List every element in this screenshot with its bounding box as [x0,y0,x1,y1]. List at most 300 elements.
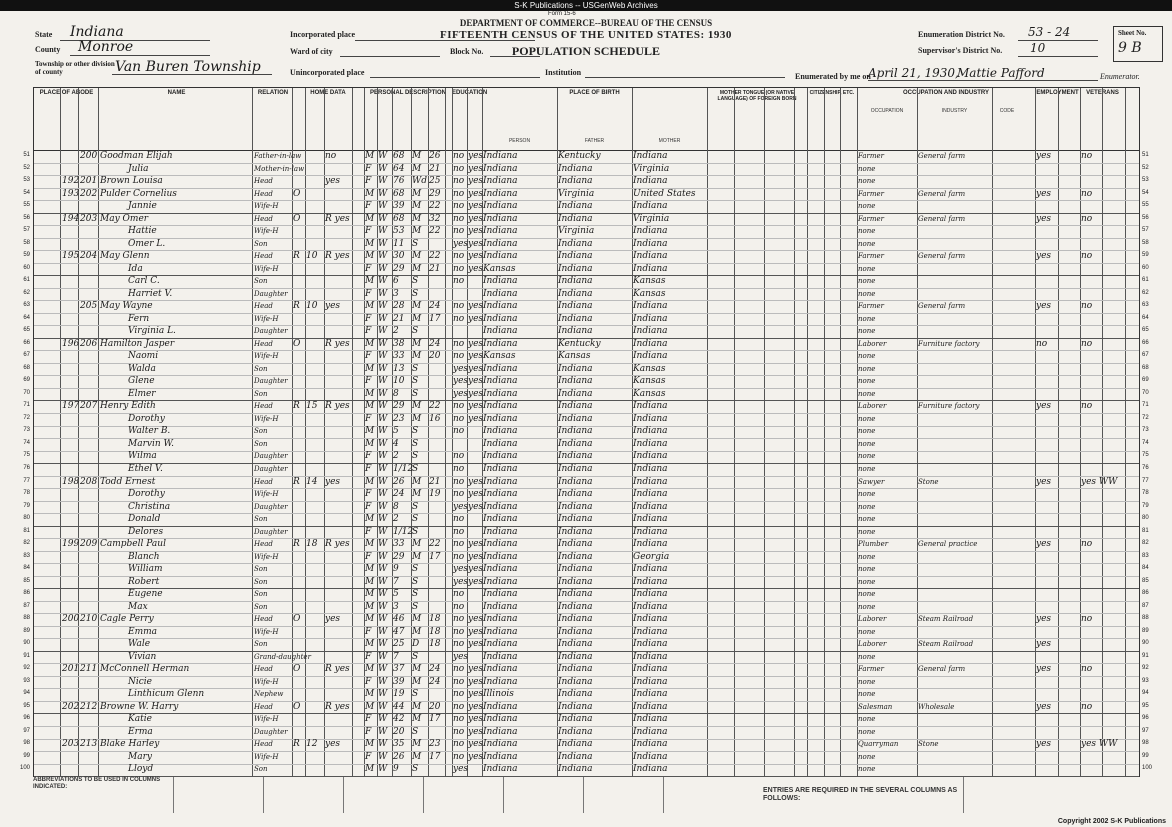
cell-fb: Indiana [558,263,593,274]
cell-rel: Wife-H [254,552,279,561]
line-number: 97 [23,727,30,734]
cell-am: 22 [429,539,441,550]
line-number: 94 [23,690,30,697]
cell-sch: no [453,714,465,725]
cell-rd: yes [468,751,484,762]
cell-ind: General farm [918,665,966,674]
cell-sex: F [365,676,372,687]
cell-mb: Indiana [633,614,668,625]
cell-occ: Salesman [858,702,893,711]
cell-sex: M [365,614,375,625]
cell-age: 1/12 [393,464,414,474]
line-number-right: 61 [1142,277,1149,284]
cell-rd: yes [468,626,484,637]
cell-am: 26 [429,151,441,161]
cell-sex: M [365,476,375,487]
cell-radio: R yes [325,664,350,675]
cell-rd: yes [468,489,484,500]
line-number: 60 [23,264,30,271]
cell-own: R [293,739,300,750]
cell-fb: Virginia [558,226,595,237]
cell-sch: no [453,514,465,525]
cell-age: 68 [393,188,405,199]
cell-sex: M [365,601,375,612]
cell-fb: Indiana [558,201,593,212]
cell-fb: Indiana [558,701,593,712]
cell-fb: Indiana [558,238,593,249]
cell-sex: M [365,689,375,700]
cell-sch: no [453,401,465,412]
cell-fb: Indiana [558,401,593,412]
abbreviations-title: ABBREVIATIONS TO BE USED IN COLUMNS INDICATED: [33,777,161,790]
cell-fb: Indiana [558,689,593,700]
cell-name: Goodman Elijah [100,151,173,161]
cell-ms: S [412,726,419,737]
cell-pb: Indiana [483,501,518,512]
cell-ms: M [412,701,422,712]
cell-fb: Indiana [558,751,593,762]
cell-own: R [293,251,300,262]
cell-mb: Indiana [633,401,668,412]
cell-age: 3 [393,288,399,299]
cell-name: Carl C. [128,276,160,287]
cell-am: 21 [429,476,441,487]
cell-sex: F [365,464,372,474]
line-number-right: 55 [1142,202,1149,209]
cell-mb: Indiana [633,589,668,600]
line-number: 56 [23,214,30,221]
cell-fb: Indiana [558,551,593,562]
cell-race: W [378,376,388,387]
cell-am: 18 [429,639,441,650]
cell-fb: Indiana [558,626,593,637]
cell-fb: Indiana [558,213,593,224]
cell-sch: no [453,539,465,550]
cell-mb: Indiana [633,526,668,537]
cell-radio: R yes [325,251,350,262]
cell-am: 32 [429,213,441,224]
cell-rd: yes [468,188,484,199]
cell-fam: 200 [80,151,98,161]
cell-occ: none [858,502,876,511]
cell-fb: Indiana [558,589,593,600]
cell-ms: M [412,163,422,174]
cell-sex: F [365,714,372,725]
cell-fb: Indiana [558,313,593,324]
cell-sch: no [453,601,465,612]
cell-rel: Wife-H [254,677,279,686]
enumerated-by-label: Enumerated by me on [795,72,871,81]
cell-occ: none [858,465,876,473]
line-number-right: 63 [1142,302,1149,309]
cell-fb: Indiana [558,514,593,525]
cell-mb: Indiana [633,226,668,237]
cell-race: W [378,388,388,399]
cell-occ: none [858,602,876,611]
cell-sch: no [453,739,465,750]
cell-am: 17 [429,751,441,762]
cell-pb: Indiana [483,764,518,775]
cell-radio: yes [325,301,341,312]
line-number: 53 [23,177,30,184]
cell-rel: Head [254,540,273,549]
cell-mb: Indiana [633,251,668,262]
cell-ms: M [412,151,422,161]
cell-occ: none [858,264,876,273]
cell-fb: Indiana [558,363,593,374]
township-label: Township or other division of county [35,60,115,76]
cell-mb: Indiana [633,539,668,550]
cell-sex: M [365,388,375,399]
cell-fb: Indiana [558,726,593,737]
group-employment: EMPLOYMENT [1036,90,1079,96]
cell-ind: General farm [918,152,966,160]
cell-mb: Indiana [633,501,668,512]
cell-wk: yes [1036,639,1052,650]
cell-pb: Indiana [483,151,518,161]
cell-race: W [378,726,388,737]
cell-pb: Indiana [483,163,518,174]
cell-val: 10 [306,251,318,262]
cell-ms: M [412,351,422,362]
cell-own: O [293,701,301,712]
cell-pb: Indiana [483,476,518,487]
cell-ms: M [412,213,422,224]
cell-ms: S [412,276,419,287]
cell-sex: M [365,564,375,575]
cell-ms: M [412,626,422,637]
cell-name: Wale [128,639,151,650]
cell-pb: Indiana [483,639,518,650]
cell-pb: Indiana [483,288,518,299]
cell-fb: Indiana [558,251,593,262]
cell-mb: Indiana [633,464,668,474]
cell-sex: F [365,351,372,362]
cell-name: Max [128,601,148,612]
cell-fb: Indiana [558,676,593,687]
cell-race: W [378,238,388,249]
cell-fb: Indiana [558,176,593,187]
cell-race: W [378,651,388,662]
cell-rel: Son [254,439,268,448]
cell-fb: Indiana [558,464,593,474]
cell-fb: Indiana [558,301,593,312]
cell-occ: none [858,177,876,186]
line-number: 96 [23,715,30,722]
cell-sex: F [365,489,372,500]
cell-age: 20 [393,726,405,737]
cell-sex: F [365,651,372,662]
cell-race: W [378,551,388,562]
line-number-right: 73 [1142,427,1149,434]
cell-dw: 196 [62,338,80,349]
cell-sex: M [365,251,375,262]
cell-rel: Head [254,615,273,624]
line-number: 73 [23,427,30,434]
line-number-right: 57 [1142,227,1149,234]
line-number-right: 71 [1142,402,1149,409]
cell-rel: Wife-H [254,202,279,211]
cell-race: W [378,626,388,637]
line-number-right: 82 [1142,540,1149,547]
line-number-right: 60 [1142,264,1149,271]
cell-sex: F [365,263,372,274]
line-number: 57 [23,227,30,234]
cell-age: 39 [393,676,405,687]
cell-fb: Indiana [558,413,593,424]
cell-pb: Indiana [483,276,518,287]
cell-pb: Indiana [483,576,518,587]
cell-rd: yes [468,363,484,374]
cell-occ: none [858,552,876,561]
cell-age: 26 [393,476,405,487]
cell-race: W [378,689,388,700]
cell-name: Marvin W. [128,438,175,449]
cell-mb: Indiana [633,564,668,575]
cell-name: Blake Harley [100,739,160,750]
cell-rel: Son [254,640,268,649]
cell-rel: Daughter [254,727,288,736]
cell-ms: M [412,539,422,550]
cell-race: W [378,451,388,462]
cell-fb: Indiana [558,376,593,387]
cell-rd: yes [468,213,484,224]
cell-fb: Indiana [558,526,593,537]
cell-ms: M [412,476,422,487]
cell-sch: yes [453,238,469,249]
line-number-right: 51 [1142,152,1149,158]
cell-ind: Stone [918,740,939,749]
cell-pb: Indiana [483,514,518,525]
cell-race: W [378,301,388,312]
cell-fb: Kentucky [558,151,601,161]
line-number: 55 [23,202,30,209]
cell-radio: R yes [325,701,350,712]
cell-dw: 200 [62,614,80,625]
cell-rel: Nephew [254,690,284,699]
incorporated-label: Incorporated place [290,30,356,39]
cell-rel: Wife-H [254,752,279,761]
cell-rel: Daughter [254,289,288,298]
cell-fb: Indiana [558,764,593,775]
cell-age: 9 [393,764,399,775]
subhead-occupation: OCCUPATION [870,108,904,114]
cell-rel: Son [254,364,268,373]
cell-age: 29 [393,401,405,412]
cell-fb: Indiana [558,564,593,575]
cell-pb: Indiana [483,413,518,424]
cell-own: R [293,301,300,312]
cell-vet: no [1081,701,1093,712]
cell-ms: M [412,188,422,199]
cell-ms: M [412,714,422,725]
line-number-right: 83 [1142,552,1149,559]
line-number-right: 52 [1142,164,1149,171]
cell-name: Todd Ernest [100,476,156,487]
cell-name: Walter B. [128,426,171,437]
cell-rel: Head [254,189,273,198]
cell-sch: yes [453,388,469,399]
cell-sch: no [453,251,465,262]
column-headers [34,88,1139,151]
cell-name: William [128,564,163,575]
cell-name: Wilma [128,451,157,462]
cell-fb: Virginia [558,188,595,199]
cell-occ: none [858,227,876,236]
census-title: FIFTEENTH CENSUS OF THE UNITED STATES: 1930 [440,29,732,41]
cell-age: 68 [393,213,405,224]
cell-pb: Indiana [483,226,518,237]
line-number-right: 88 [1142,615,1149,622]
cell-pb: Indiana [483,739,518,750]
cell-rd: yes [468,176,484,187]
cell-mb: Georgia [633,551,670,562]
cell-sch: yes [453,363,469,374]
cell-sch: no [453,526,465,537]
line-number-right: 77 [1142,477,1149,484]
cell-ms: S [412,438,419,449]
cell-age: 2 [393,326,399,337]
cell-race: W [378,514,388,525]
cell-sex: M [365,338,375,349]
cell-sch: yes [453,764,469,775]
cell-mb: Indiana [633,576,668,587]
cell-ms: S [412,576,419,587]
cell-wk: no [1036,338,1048,349]
cell-race: W [378,476,388,487]
cell-race: W [378,276,388,287]
line-number-right: 97 [1142,727,1149,734]
cell-pb: Kansas [483,351,516,362]
cell-pb: Kansas [483,263,516,274]
cell-ind: General farm [918,214,966,223]
cell-vet: no [1081,664,1093,675]
cell-ms: S [412,426,419,437]
cell-name: Browne W. Harry [100,701,179,712]
cell-occ: none [858,164,876,173]
cell-sch: no [453,163,465,174]
cell-occ: none [858,327,876,336]
census-grid [19,87,1153,777]
line-number: 87 [23,602,30,609]
cell-ms: S [412,601,419,612]
cell-occ: none [858,439,876,448]
cell-dw: 193 [62,188,80,199]
cell-fb: Kentucky [558,338,601,349]
cell-age: 76 [393,176,405,187]
cell-age: 5 [393,426,399,437]
cell-age: 47 [393,626,405,637]
line-number-right: 95 [1142,702,1149,709]
cell-mb: Virginia [633,163,670,174]
cell-name: Mary [128,751,152,762]
cell-occ: none [858,352,876,361]
state-value: Indiana [70,24,124,40]
cell-name: Campbell Paul [100,539,166,550]
cell-pb: Illinois [483,689,514,700]
cell-race: W [378,701,388,712]
cell-sex: M [365,576,375,587]
line-number-right: 54 [1142,189,1149,196]
cell-rd: yes [468,726,484,737]
line-number-right: 93 [1142,677,1149,684]
cell-wk: yes [1036,213,1052,224]
cell-mb: Indiana [633,151,668,161]
cell-race: W [378,714,388,725]
cell-own: R [293,539,300,550]
cell-age: 2 [393,514,399,525]
cell-mb: Indiana [633,238,668,249]
cell-name: Eugene [128,589,163,600]
cell-dw: 202 [62,701,80,712]
cell-rd: yes [468,614,484,625]
cell-occ: none [858,239,876,248]
cell-am: 22 [429,226,441,237]
enum-district-value: 53 - 24 [1028,25,1071,39]
cell-dw: 192 [62,176,80,187]
cell-pb: Indiana [483,714,518,725]
cell-own: O [293,338,301,349]
cell-sex: F [365,163,372,174]
cell-age: 38 [393,338,405,349]
cell-name: Erma [128,726,153,737]
cell-am: 21 [429,263,441,274]
cell-radio: R yes [325,213,350,224]
cell-am: 18 [429,614,441,625]
cell-ms: M [412,313,422,324]
cell-rel: Son [254,577,268,586]
cell-rel: Head [254,477,273,486]
cell-name: Walda [128,363,156,374]
cell-mb: Indiana [633,764,668,775]
cell-mb: Indiana [633,338,668,349]
cell-sch: no [453,213,465,224]
cell-pb: Indiana [483,614,518,625]
cell-name: Virginia L. [128,326,176,337]
cell-age: 1/12 [393,526,414,537]
cell-pb: Indiana [483,589,518,600]
cell-rel: Wife-H [254,352,279,361]
cell-fam: 208 [80,476,98,487]
cell-pb: Indiana [483,664,518,675]
cell-occ: Quarryman [858,740,899,749]
cell-age: 23 [393,413,405,424]
cell-own: O [293,614,301,625]
block-label: Block No. [450,47,484,56]
line-number: 75 [23,452,30,459]
cell-age: 30 [393,251,405,262]
cell-pb: Indiana [483,438,518,449]
cell-ms: M [412,551,422,562]
cell-ind: Steam Railroad [918,615,974,624]
line-number-right: 62 [1142,289,1149,296]
cell-ms: S [412,451,419,462]
cell-ms: S [412,501,419,512]
cell-name: Brown Louisa [100,176,163,187]
cell-fb: Indiana [558,576,593,587]
cell-fb: Indiana [558,476,593,487]
cell-val: 15 [306,401,318,412]
cell-rd: yes [468,701,484,712]
township-value: Van Buren Township [115,59,261,75]
cell-rd: yes [468,201,484,212]
cell-am: 17 [429,313,441,324]
cell-radio: yes [325,476,341,487]
cell-name: Dorothy [128,413,165,424]
cell-sex: F [365,451,372,462]
department-heading: DEPARTMENT OF COMMERCE--BUREAU OF THE CENSUS [459,18,713,28]
cell-race: W [378,226,388,237]
